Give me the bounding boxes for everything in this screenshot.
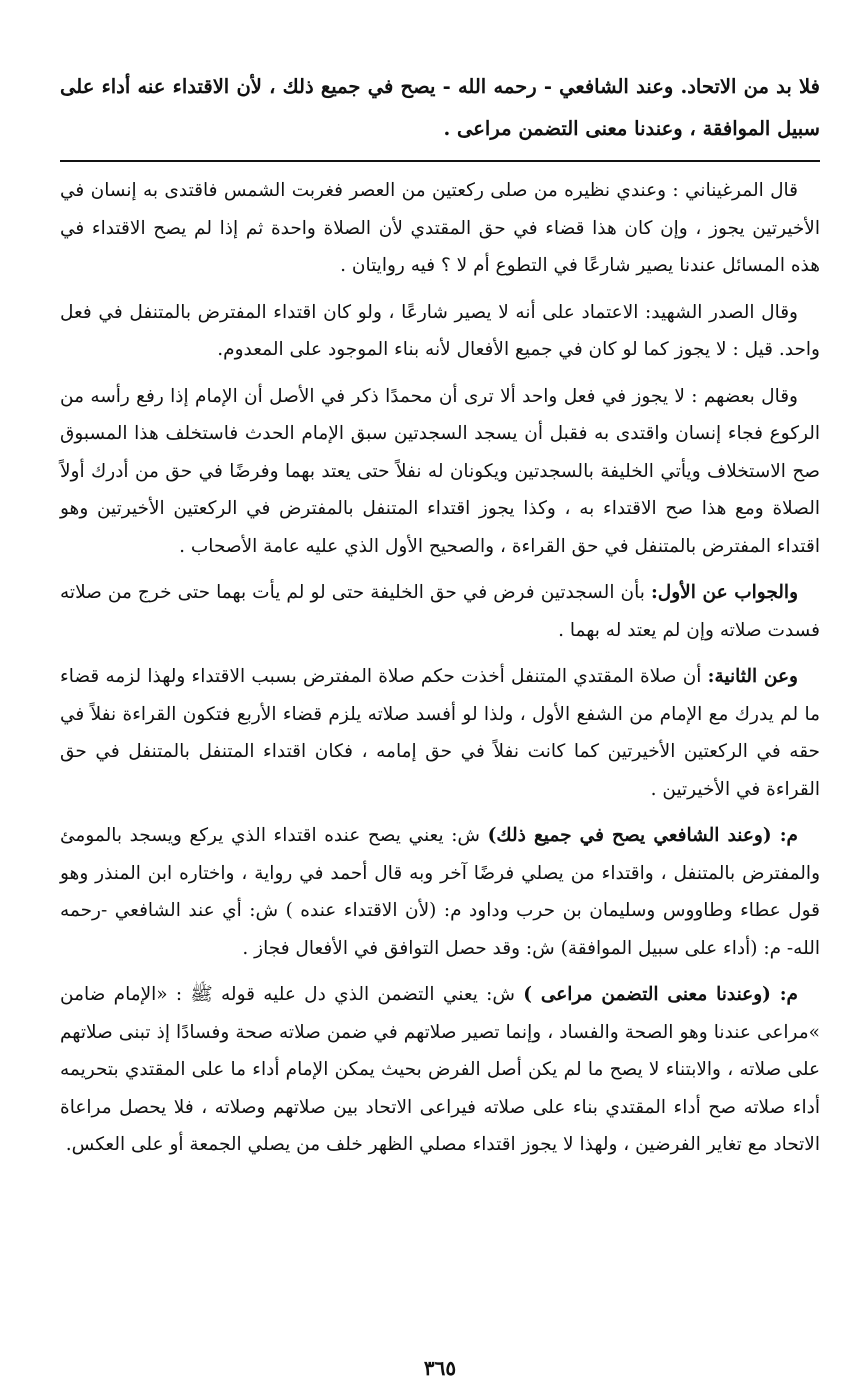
commentary-paragraph: [60, 658, 820, 808]
paragraph-text: وقال بعضهم : لا يجوز في فعل واحد ألا ترى أن محمدًا ذكر في الأصل أن الإمام إذا رفع رأسه من الركوع فجاء إنسان واقتدى به فقبل أن يسجد السجدتين سبق الإمام الحدث فاستخلف هذا المسبوق صح الاستخلاف ويأتي الخليفة بالسجدتين ويكونان له نفلاً حتى يعتد بهما وفرضًا في حق من أدرك أولاً الصلاة ومع هذا صح الاقتداء به ، وكذا يجوز اقتداء المتنفل بالمفترض في الركعتين الأخيرتين وهو اقتداء المفترض بالمتنفل في حق القراءة ، والصحيح الأول الذي عليه عامة الأصحاب .: [60, 385, 820, 557]
paragraph-text: بأن السجدتين فرض في حق الخليفة حتى لو لم يأت بهما حتى خرج من صلاته فسدت صلاته وإن لم يعتد له بهما .: [60, 582, 820, 641]
commentary-paragraph: [60, 294, 820, 369]
matn-text: فلا بد من الاتحاد. وعند الشافعي - رحمه الله - يصح في جميع ذلك ، لأن الاقتداء عنه أداء على سبيل الموافقة ، وعندنا معنى التضمن مراعى .: [60, 75, 820, 140]
paragraph-text: أن صلاة المقتدي المتنفل أخذت حكم صلاة المفترض بسبب الاقتداء ولهذا لزمه قضاء ما لم يدرك مع الإمام من الشفع الأول ، ولذا لو أفسد صلاته يلزم قضاء الأربع فتكون القراءة نفلاً في حقه في الركعتين الأخيرتين كما كانت نفلاً في حق إمامه ، فكان اقتداء المتنفل بالمتنفل في حق القراءة في الأخيرتين .: [60, 666, 820, 800]
commentary-paragraph: [60, 378, 820, 566]
commentary: [60, 172, 820, 1164]
commentary-paragraph: [60, 172, 820, 285]
commentary-paragraph: [60, 976, 820, 1164]
commentary-paragraph: [60, 817, 820, 967]
paragraph-lead: والجواب عن الأول:: [650, 582, 798, 603]
paragraph-lead: وعن الثانية:: [707, 666, 798, 687]
paragraph-text: وقال الصدر الشهيد: الاعتماد على أنه لا يصير شارعًا ، ولو كان اقتداء المفترض بالمتنفل في فعل واحد. قيل : لا يجوز كما لو كان في جميع الأفعال لأنه بناء الموجود على المعدوم.: [60, 301, 820, 360]
separator-rule: [60, 160, 820, 162]
paragraph-lead: م: (وعندنا معنى التضمن مراعى ): [523, 984, 798, 1005]
paragraph-text: ش: يعني التضمن الذي دل عليه قوله ﷺ : «الإمام ضامن »مراعى عندنا وهو الصحة والفساد ، وإنما تصير صلاتهم في ضمن صلاته صحة وفسادًا إذ تبنى صلاتهم على صلاته ، والابتناء لا يصح ما لم يكن أصل الفرض بحيث يمكن الإمام أداء ما على المقتدي بتحريمه أداء صلاته صح أداء المقتدي بناء على صلاته فيراعى الاتحاد بين صلاتهم وصلاته ، فلا يحصل مراعاة الاتحاد مع تغاير الفرضين ، ولهذا لا يجوز اقتداء مصلي الظهر خلف من يصلي الجمعة أو على العكس.: [60, 984, 820, 1155]
book-page: [60, 66, 820, 1380]
paragraph-text: قال المرغيناني : وعندي نظيره من صلى ركعتين من العصر فغربت الشمس فاقتدى به إنسان في الأخيرتين يجوز ، وإن كان هذا قضاء في حق المقتدي لأن الصلاة واحدة ثم إذا لم يصح الاقتداء في هذه المسائل عندنا يصير شارعًا في التطوع أم لا ؟ فيه روايتان .: [60, 180, 820, 276]
commentary-paragraph: [60, 574, 820, 649]
paragraph-lead: م: (وعند الشافعي يصح في جميع ذلك): [487, 825, 799, 846]
paragraph-text: ش: يعني يصح عنده اقتداء الذي يركع ويسجد بالمومئ والمفترض بالمتنفل ، واقتداء من يصلي فرضًا آخر وبه قال أحمد في رواية ، واختاره ابن المنذر وهو قول عطاء وطاووس وسليمان بن حرب وداود م: (لأن الاقتداء عنده ) ش: أي عند الشافعي -رحمه الله- م: (أداء على سبيل الموافقة) ش: وقد حصل التوافق في الأفعال فجاز .: [60, 825, 820, 959]
page-number: ٣٦٥: [423, 1356, 457, 1380]
